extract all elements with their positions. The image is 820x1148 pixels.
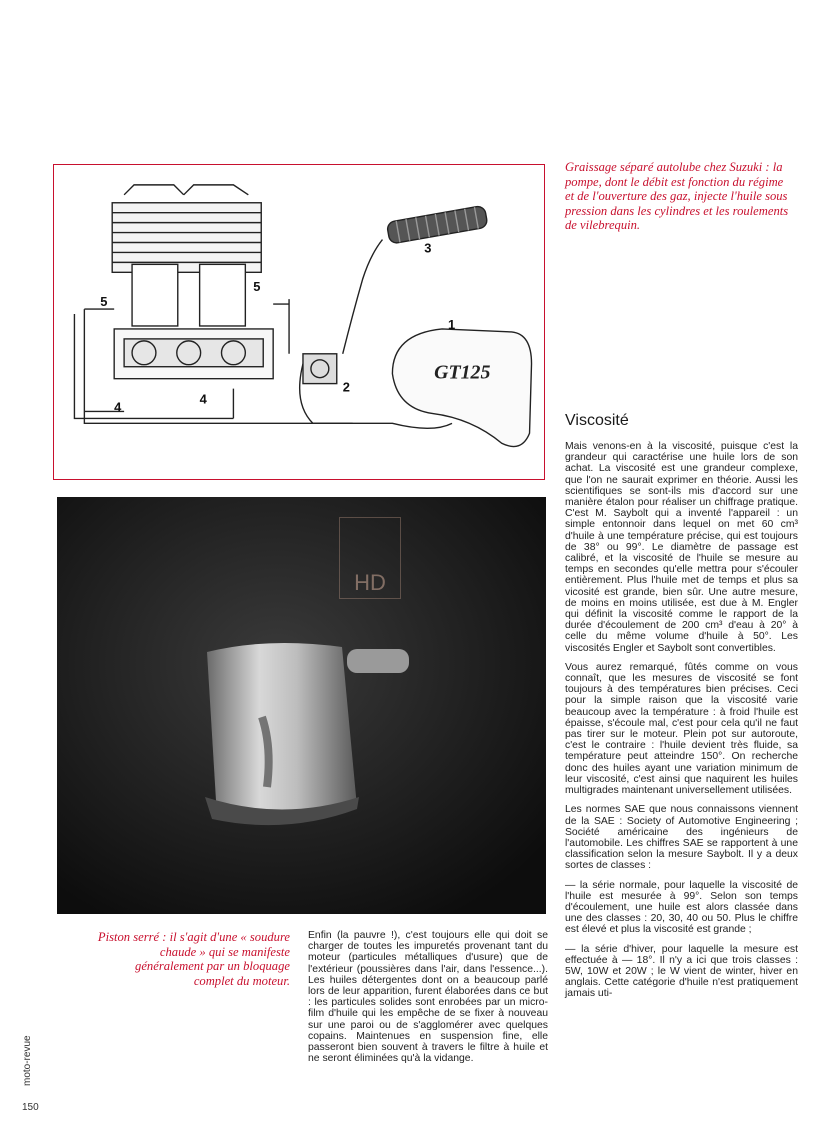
callout-4-left: 4 — [114, 399, 122, 415]
callout-4-right: 4 — [199, 391, 207, 407]
paragraph: — la série d'hiver, pour laquelle la mesure est effectuée à — 18°. Il n'y a ici que trois classes : 5W, 10W et 20W ; le W vient de winter, hiver en anglais. Cette catégorie d'huile n'est pratiquement jamais uti- — [565, 943, 798, 1000]
page-number: 150 — [22, 1102, 39, 1113]
paragraph: Enfin (la pauvre !), c'est toujours elle qui doit se charger de toutes les impuretés provenant tant du moteur (particules métalliques d'usure) que de l'extérieur (poussières dans l'air, dans l'essence...). Les huiles détergentes dont on a beaucoup parlé lors de leur apparition, furent élaborées dans ce but : les particules solides sont enrobées par un micro-film d'huile qui les empêche de se fixer à nouveau sur une paroi ou de s'agglomérer avec quelques copains. Maintenues en suspension fine, elle passeront bien souvent à travers le filtre à huile et ne seront éliminées qu'à la vidange. — [308, 930, 548, 1065]
callout-1: 1 — [448, 316, 456, 332]
paragraph: Mais venons-en à la viscosité, puisque c'est la grandeur qui caractérise une huile lors de son achat. La viscosité est une grandeur complexe, que l'on ne saurait exprimer en théorie. Aussi les scientifiques se sont-ils mis d'accord sur une manière étalon pour réaliser un chiffrage pratique. C'est M. Saybolt qui a inventé l'appareil : un simple entonnoir dans lequel on met 60 cm³ d'huile à une température précise, qui est toujours de 38° ou 99°. Le diamètre de passage est calibré, et la viscosité de l'huile se mesure au temps en secondes qu'elle mettra pour s'écouler entièrement. Plus l'huile met de temps et plus sa vicosité est grande, bien sûr. Une autre mesure, de moins en moins utilisée, est due à M. Engler qui définit la viscosité comme le rapport de la durée d'écoulement de 200 cm³ d'eau à 20° à celle du même volume d'huile à 50°. Les viscosités Engler et Saybolt sont convertibles. — [565, 441, 798, 654]
right-column — [565, 441, 798, 1008]
photo-caption: Piston serré : il s'agit d'une « soudure chaude » qui se manifeste généralement par un bloquage complet du moteur. — [97, 930, 290, 988]
diagram-caption: Graissage séparé autolube chez Suzuki : la pompe, dont le débit est fonction du régime et de l'ouverture des gaz, injecte l'huile sous pression dans les cylindres et les roulements de vilebrequin. — [565, 160, 789, 233]
publication-name: moto-revue — [22, 1035, 33, 1086]
autolube-diagram — [53, 164, 545, 480]
paragraph: Vous aurez remarqué, fûtés comme on vous connaît, que les mesures de viscosité se font toujours à des températures bien précises. Ceci pour la simple raison que la viscosité varie beaucoup avec la température : à froid l'huile est épaisse, s'écoule mal, c'est pour cela qu'il ne faut pas tirer sur le moteur. Plein pot sur autoroute, c'est le contraire : l'huile devient très fluide, sa température peut atteindre 150°. On recherche donc des huiles ayant une variation minimum de leur viscosité, c'est ainsi que naquirent les huiles multigrades maintenant universellement utilisées. — [565, 661, 798, 797]
callout-2: 2 — [342, 379, 350, 395]
engine-lubrication-illustration — [54, 165, 544, 479]
seized-piston-photo — [57, 497, 546, 914]
callout-5-left: 5 — [100, 294, 108, 310]
paragraph: Les normes SAE que nous connaissons viennent de la SAE : Society of Automotive Engineering ; Société américaine des ingénieurs de l'automobile. Les chiffres SAE se rapportent à une classification selon la mesure Saybolt. Il y a deux sortes de classes : — [565, 804, 798, 872]
callout-3: 3 — [424, 240, 432, 256]
watermark-logo: HD — [339, 517, 401, 599]
callout-5-right: 5 — [253, 279, 261, 295]
middle-column — [308, 930, 548, 1072]
section-heading: Viscosité — [565, 412, 629, 429]
tank-label: GT125 — [434, 361, 491, 384]
paragraph: — la série normale, pour laquelle la viscosité de l'huile est mesurée à 99°. Selon son temps d'écoulement, une huile est alors classée dans une des classes : 20, 30, 40 ou 50. Plus le chiffre est élevé et plus la viscosité est grande ; — [565, 879, 798, 936]
